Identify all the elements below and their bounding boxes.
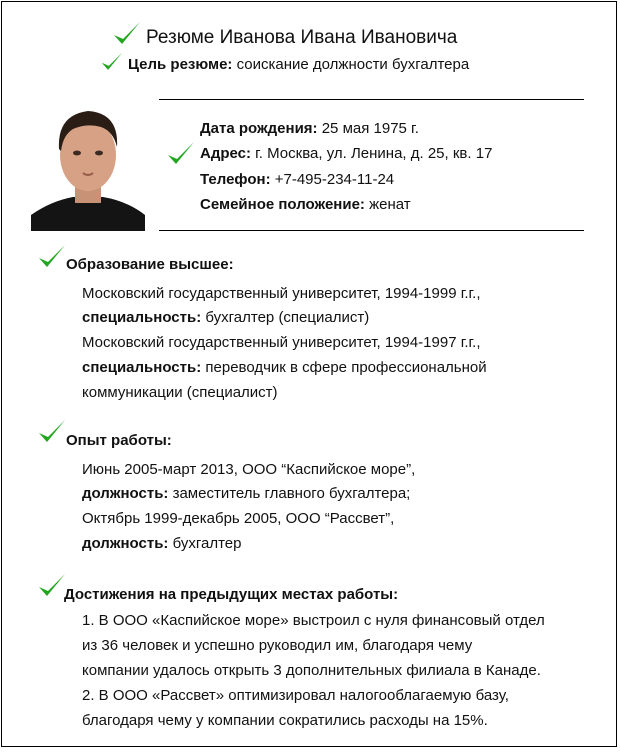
education-value: бухгалтер (специалист) [201, 309, 370, 326]
experience-value: Октябрь 1999-декабрь 2005, ООО “Рассвет”, [82, 510, 395, 527]
experience-label: должность: [82, 535, 169, 552]
education-line [82, 309, 369, 326]
resume-goal [128, 56, 469, 73]
separator-bottom [159, 230, 584, 231]
profile-photo [31, 97, 145, 231]
experience-title: Опыт работы: [66, 432, 172, 449]
checkmark-icon [166, 140, 196, 168]
achievement-line: из 36 человек и успешно руководил им, благодаря чему [82, 637, 473, 654]
experience-line [82, 535, 241, 552]
personal-label: Телефон: [200, 171, 271, 188]
education-label: специальность: [82, 309, 202, 326]
personal-value: +7-495-234-11-24 [270, 171, 395, 188]
personal-row [200, 171, 394, 188]
separator-top [159, 99, 584, 100]
education-label: специальность: [82, 359, 202, 376]
education-line [82, 334, 481, 351]
achievement-line: благодаря чему у компании сократились расходы на 15%. [82, 712, 488, 729]
goal-label: Цель резюме: [128, 56, 233, 73]
education-value: Московский государственный университет, 1994-1997 г.г., [82, 334, 481, 351]
education-value: Московский государственный университет, 1994-1999 г.г., [82, 285, 481, 302]
experience-line [82, 461, 415, 478]
education-line [82, 285, 481, 302]
experience-line [82, 510, 394, 527]
personal-label: Адрес: [200, 145, 251, 162]
achievements-title: Достижения на предыдущих местах работы: [64, 586, 399, 603]
personal-value: женат [364, 196, 411, 213]
experience-line [82, 485, 410, 502]
education-title: Образование высшее: [66, 256, 234, 273]
experience-value: бухгалтер [168, 535, 242, 552]
personal-row [200, 145, 492, 162]
experience-value: Июнь 2005-март 2013, ООО “Каспийское море”, [82, 461, 416, 478]
experience-label: должность: [82, 485, 169, 502]
checkmark-icon [37, 572, 67, 600]
personal-label: Семейное положение: [200, 196, 365, 213]
personal-row [200, 196, 411, 213]
education-line [82, 384, 278, 401]
education-line [82, 359, 487, 376]
education-value: коммуникации (специалист) [82, 384, 278, 401]
checkmark-icon [100, 51, 124, 73]
achievement-line: компании удалось открыть 3 дополнительных филиала в Канаде. [82, 662, 541, 679]
personal-value: 25 мая 1975 г. [317, 120, 419, 137]
goal-value: соискание должности бухгалтера [232, 56, 470, 73]
resume-title: Резюме Иванова Ивана Ивановича [146, 27, 458, 48]
achievement-line: 2. В ООО «Рассвет» оптимизировал налогооблагаемую базу, [82, 687, 509, 704]
checkmark-icon [37, 418, 67, 446]
personal-value: г. Москва, ул. Ленина, д. 25, кв. 17 [251, 145, 493, 162]
achievement-line: 1. В ООО «Каспийское море» выстроил с нуля финансовый отдел [82, 612, 545, 629]
education-value: переводчик в сфере профессиональной [201, 359, 487, 376]
personal-label: Дата рождения: [200, 120, 318, 137]
checkmark-icon [112, 20, 142, 48]
checkmark-icon [37, 243, 67, 271]
experience-value: заместитель главного бухгалтера; [168, 485, 411, 502]
personal-row [200, 120, 419, 137]
